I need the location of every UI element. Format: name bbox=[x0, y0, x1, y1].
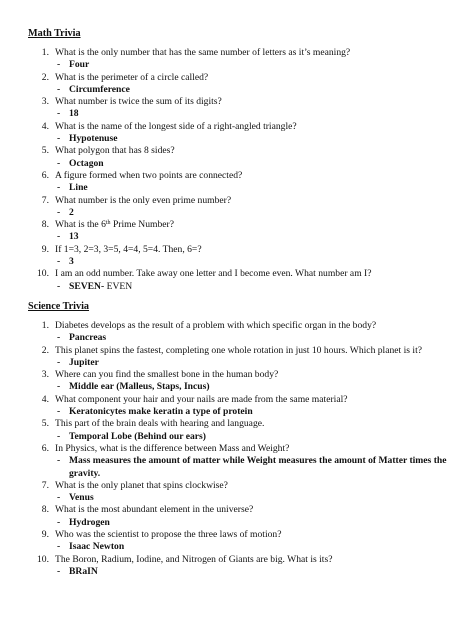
answer-item bbox=[28, 182, 450, 194]
question-number: 6. bbox=[41, 442, 49, 454]
answer-item bbox=[28, 332, 450, 344]
answer-text: 3 bbox=[69, 256, 74, 268]
answer-dash: - bbox=[57, 206, 61, 218]
question-number: 8. bbox=[41, 504, 49, 516]
question-number: 4. bbox=[41, 120, 49, 132]
answer-text: Four bbox=[69, 59, 90, 71]
answer-dash: - bbox=[57, 406, 61, 418]
question-item bbox=[28, 145, 450, 157]
question-item bbox=[28, 320, 450, 332]
question-number: 1. bbox=[41, 47, 49, 58]
answer-item bbox=[28, 84, 450, 96]
answer-dash: - bbox=[57, 59, 61, 71]
question-text: In Physics, what is the difference between Mass and Weight? bbox=[55, 442, 290, 454]
answer-dash: - bbox=[57, 356, 61, 368]
answer-item bbox=[28, 256, 450, 268]
question-number: 1. bbox=[41, 319, 49, 331]
question-item bbox=[28, 96, 450, 108]
answer-text bbox=[69, 281, 450, 293]
math-trivia-section bbox=[28, 27, 450, 293]
question-text: Who was the scientist to propose the three laws of motion? bbox=[55, 528, 282, 540]
answer-text: Keratonicytes make keratin a type of protein bbox=[69, 406, 253, 418]
question-text bbox=[55, 219, 450, 231]
answer-item bbox=[28, 108, 450, 120]
question-text: A figure formed when two points are connected? bbox=[55, 169, 243, 181]
answer-text: 2 bbox=[69, 206, 74, 218]
answer-text: Pancreas bbox=[69, 332, 107, 344]
question-number: 5. bbox=[41, 418, 49, 430]
answer-dash: - bbox=[57, 381, 61, 393]
question-number: 8. bbox=[41, 219, 49, 231]
question-text: What number is the only even prime number? bbox=[55, 194, 232, 206]
question-item bbox=[28, 443, 450, 455]
answer-text: Temporal Lobe (Behind our ears) bbox=[69, 430, 206, 442]
answer-text-bold: SEVEN- bbox=[69, 280, 105, 292]
question-item bbox=[28, 219, 450, 231]
answer-dash: - bbox=[57, 108, 61, 120]
answer-text: Octagon bbox=[69, 157, 104, 169]
answer-text: Circumference bbox=[69, 83, 130, 95]
answer-text: Isaac Newton bbox=[69, 541, 125, 553]
question-number: 2. bbox=[41, 344, 49, 356]
question-text: What is the name of the longest side of a right-angled triangle? bbox=[55, 120, 297, 132]
question-item bbox=[28, 369, 450, 381]
answer-item bbox=[28, 517, 450, 529]
question-item bbox=[28, 121, 450, 133]
question-text: What is the most abundant element in the universe? bbox=[55, 504, 254, 516]
answer-dash: - bbox=[57, 455, 61, 467]
question-item bbox=[28, 47, 450, 59]
question-text: The Boron, Radium, Iodine, and Nitrogen of Giants are big. What is its? bbox=[55, 553, 333, 565]
answer-dash: - bbox=[57, 541, 61, 553]
question-number: 6. bbox=[41, 169, 49, 181]
answer-item bbox=[28, 133, 450, 145]
ordinal-superscript: th bbox=[105, 220, 111, 227]
question-number: 7. bbox=[41, 194, 49, 206]
answer-dash: - bbox=[57, 182, 61, 194]
answer-dash: - bbox=[57, 157, 61, 169]
question-item bbox=[28, 195, 450, 207]
answer-dash: - bbox=[57, 516, 61, 528]
answer-text: 18 bbox=[69, 108, 79, 120]
answer-item bbox=[28, 357, 450, 369]
answer-dash: - bbox=[57, 492, 61, 504]
answer-dash: - bbox=[57, 256, 61, 268]
question-item bbox=[28, 72, 450, 84]
question-text: I am an odd number. Take away one letter and I become even. What number am I? bbox=[55, 268, 372, 280]
question-number: 3. bbox=[41, 96, 49, 108]
answer-text: Jupiter bbox=[69, 356, 99, 368]
question-number: 4. bbox=[41, 393, 49, 405]
question-item bbox=[28, 554, 450, 566]
question-item bbox=[28, 244, 450, 256]
question-number: 10. bbox=[37, 553, 49, 565]
answer-item bbox=[28, 59, 450, 71]
question-text-post: Prime Number? bbox=[110, 219, 174, 231]
question-item bbox=[28, 345, 450, 357]
question-number: 9. bbox=[41, 243, 49, 255]
question-number: 2. bbox=[41, 71, 49, 83]
question-number: 3. bbox=[41, 369, 49, 381]
question-number: 9. bbox=[41, 528, 49, 540]
question-text: Diabetes develops as the result of a problem with which specific organ in the body? bbox=[55, 319, 377, 331]
question-item bbox=[28, 170, 450, 182]
question-text: What number is twice the sum of its digits? bbox=[55, 96, 222, 108]
answer-dash: - bbox=[57, 231, 61, 243]
question-text: What is the perimeter of a circle called? bbox=[55, 71, 209, 83]
question-number: 7. bbox=[41, 479, 49, 491]
question-text: What is the only number that has the same number of letters as it’s meaning? bbox=[55, 47, 351, 58]
answer-dash: - bbox=[57, 280, 61, 292]
question-text: What polygon that has 8 sides? bbox=[55, 145, 175, 157]
question-text: What is the only planet that spins clockwise? bbox=[55, 479, 228, 491]
answer-text: 13 bbox=[69, 231, 79, 243]
answer-dash: - bbox=[57, 430, 61, 442]
math-trivia-heading: Math Trivia bbox=[28, 28, 81, 39]
answer-item bbox=[28, 492, 450, 504]
answer-text: Middle ear (Malleus, Staps, Incus) bbox=[69, 381, 210, 393]
answer-item bbox=[28, 281, 450, 293]
answer-text: Line bbox=[69, 182, 88, 194]
question-text-pre: What is the 6 bbox=[55, 219, 106, 231]
question-text: If 1=3, 2=3, 3=5, 4=4, 5=4. Then, 6=? bbox=[55, 243, 202, 255]
answer-item bbox=[28, 566, 450, 578]
answer-text: Hypotenuse bbox=[69, 133, 118, 145]
answer-text: Venus bbox=[69, 492, 94, 504]
answer-item bbox=[28, 207, 450, 219]
question-item bbox=[28, 418, 450, 430]
answer-item bbox=[28, 381, 450, 393]
answer-dash: - bbox=[57, 83, 61, 95]
science-trivia-section bbox=[28, 300, 450, 578]
answer-text: Hydrogen bbox=[69, 516, 110, 528]
answer-item bbox=[28, 455, 450, 480]
question-text: What component your hair and your nails are made from the same material? bbox=[55, 393, 348, 405]
answer-dash: - bbox=[57, 133, 61, 145]
question-item bbox=[28, 394, 450, 406]
answer-item bbox=[28, 406, 450, 418]
question-number: 10. bbox=[37, 268, 49, 280]
question-text: Where can you find the smallest bone in the human body? bbox=[55, 369, 279, 381]
answer-text: Mass measures the amount of matter while Weight measures the amount of Matter times the gravity. bbox=[69, 455, 447, 479]
question-text: This part of the brain deals with hearing and language. bbox=[55, 418, 265, 430]
answer-item bbox=[28, 541, 450, 553]
question-item bbox=[28, 268, 450, 280]
answer-item bbox=[28, 431, 450, 443]
answer-dash: - bbox=[57, 332, 61, 344]
question-number: 5. bbox=[41, 145, 49, 157]
answer-text-extra: EVEN bbox=[104, 280, 133, 292]
answer-item bbox=[28, 231, 450, 243]
question-item bbox=[28, 480, 450, 492]
answer-dash: - bbox=[57, 565, 61, 577]
answer-text: BRaIN bbox=[69, 565, 98, 577]
question-text: This planet spins the fastest, completing one whole rotation in just 10 hours. Which planet is it? bbox=[55, 344, 422, 356]
answer-item bbox=[28, 158, 450, 170]
science-trivia-heading: Science Trivia bbox=[28, 300, 90, 312]
question-item bbox=[28, 529, 450, 541]
question-item bbox=[28, 504, 450, 516]
